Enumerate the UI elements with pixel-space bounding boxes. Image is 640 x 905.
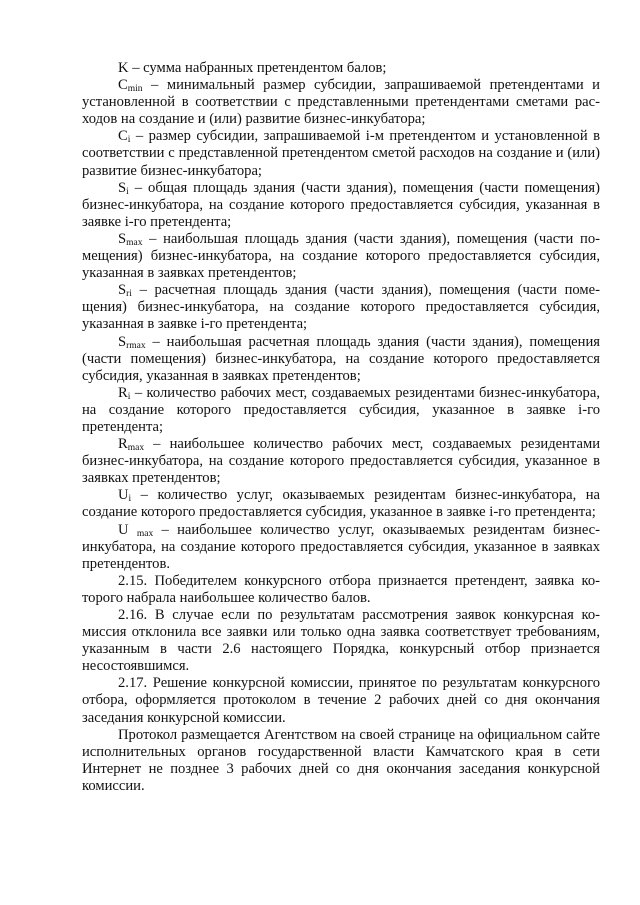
symbol: U $_{max}$ — [118, 521, 154, 539]
symbol: $S_i$ — [118, 179, 129, 197]
symbol: $S_{rmax}$ — [118, 333, 146, 351]
protocol-paragraph: Протокол размещается Агентством на своей странице на официальном сайте исполнительных органов государственной власти Камчатского края в сети Интернет не позднее 3 рабочих дней со дня окончания заседания конкурсной комиссии. — [82, 726, 600, 794]
document-page — [82, 60, 600, 795]
definition-srmax: $S_{rmax}$ – наибольшая расчетная площадь здания (части здания), помещения (части помещения) бизнес-инкубатора, на создание которого предоставляется субсидия, указанная в заявках претендентов; — [82, 333, 600, 384]
clause-2-16: 2.16. В случае если по результатам рассмотрения заявок конкурсная комиссия отклонила все заявки или только одна заявка соответствует требованиям, указанным в части 2.6 настоящего Порядка, конкурсный отбор признается несостоявшимся. — [82, 607, 600, 675]
symbol: $R_i$ — [118, 384, 131, 402]
definition-ri: $R_i$ – количество рабочих мест, создаваемых резидентами бизнес-инкубатора, на создание которого предоставляется субсидия, указанное в заявке i-го претендента; — [82, 384, 600, 435]
definition-umax: U $_{max}$ – наибольшее количество услуг, оказываемых резидентам бизнес-инкубатора, на создание которого предоставляется субсидия, указанное в заявках претендентов. — [82, 521, 600, 572]
clause-2-15: 2.15. Победителем конкурсного отбора признается претендент, заявка которого набрала наибольшее количество балов. — [82, 572, 600, 606]
definition-ci: $C_i$ – размер субсидии, запрашиваемой i-м претендентом и установленной в соответствии с представленной претендентом сметой расходов на создание и (или) развитие бизнес-инкубатора; — [82, 128, 600, 179]
definition-rmax: $R_{max}$ – наибольшее количество рабочих мест, создаваемых резидентами бизнес-инкубатора, на создание которого предоставляется субсидия, указанное в заявках претендентов; — [82, 436, 600, 487]
symbol: K — [118, 60, 129, 76]
symbol: $R_{max}$ — [118, 436, 145, 454]
symbol: $C_i$ — [118, 128, 131, 146]
definition-smax: $S_{max}$ – наибольшая площадь здания (части здания), помещения (части помещения) бизнес-инкубатора, на создание которого предоставляется субсидия, указанная в заявках претендентов; — [82, 230, 600, 282]
definition-k: K – сумма набранных претендентом балов; — [118, 60, 387, 76]
definition-ui: $U_i$ – количество услуг, оказываемых резидентам бизнес-инкубатора, на создание которого предоставляется субсидия, указанное в заявке i-го претендента; — [82, 487, 600, 521]
definition-si: $S_i$ – общая площадь здания (части здания), помещения (части помещения) бизнес-инкубатора, на создание которого предоставляется субсидия, указанная в заявке i-го претендента; — [82, 179, 600, 230]
symbol: $S_{ri}$ — [118, 282, 132, 300]
symbol: $C_{min}$ — [118, 77, 143, 95]
definition-cmin: $C_{min}$ – минимальный размер субсидии, запрашиваемой претендентами и установленной в соответствии с представленными претендентами сметами расходов на создание и (или) развитие бизнес-инкубатора; — [82, 77, 600, 128]
clause-2-17: 2.17. Решение конкурсной комиссии, принятое по результатам конкурсного отбора, оформляется протоколом в течение 2 рабочих дней со дня окончания заседания конкурсной комиссии. — [82, 675, 600, 726]
definition-sri: $S_{ri}$ – расчетная площадь здания (части здания), помещения (части помещения) бизнес-инкубатора, на создание которого предоставляется субсидия, указанная в заявке i-го претендента; — [82, 282, 600, 333]
symbol: $S_{max}$ — [118, 230, 143, 248]
symbol: $U_i$ — [118, 487, 132, 505]
